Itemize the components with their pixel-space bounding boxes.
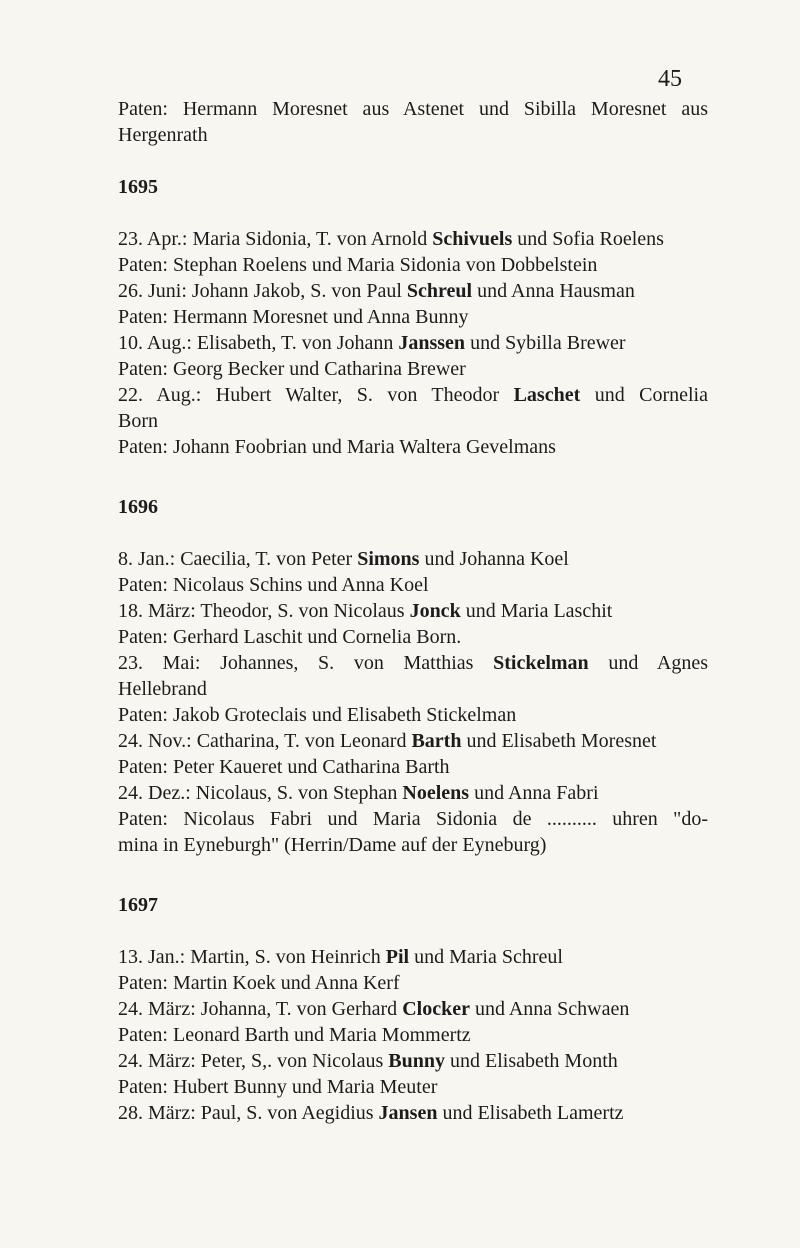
spacer <box>118 148 708 174</box>
line-text: und Agnes <box>588 652 708 674</box>
line-text: Paten: Nicolaus Schins und Anna Koel <box>118 574 429 596</box>
surname: Stickelman <box>493 652 589 674</box>
line-text: Born <box>118 410 158 432</box>
line-text: 24. Nov.: Catharina, T. von Leonard <box>118 730 412 752</box>
entry-line <box>118 702 708 728</box>
entry-line <box>118 754 708 780</box>
entry-line <box>118 650 708 676</box>
entry-line <box>118 382 708 408</box>
document-body <box>118 96 708 1126</box>
surname: Jonck <box>409 600 461 622</box>
entry-line <box>118 780 708 806</box>
entry-line <box>118 226 708 252</box>
page-number: 45 <box>658 66 682 92</box>
entry-line <box>118 1074 708 1100</box>
line-text: Paten: Hermann Moresnet aus Astenet und Sibilla Moresnet aus <box>118 98 708 120</box>
entry-line <box>118 806 708 832</box>
entry-line <box>118 598 708 624</box>
line-text: und Sybilla Brewer <box>465 332 626 354</box>
year-heading: 1697 <box>118 894 158 916</box>
surname: Clocker <box>402 998 470 1020</box>
surname: Simons <box>357 548 420 570</box>
line-text: und Anna Fabri <box>469 782 599 804</box>
entry-line <box>118 944 708 970</box>
entry-line <box>118 728 708 754</box>
entry-line <box>118 408 708 434</box>
spacer <box>118 918 708 944</box>
line-text: und Elisabeth Lamertz <box>437 1102 624 1124</box>
entry-line <box>118 304 708 330</box>
spacer <box>118 858 708 892</box>
line-text: und Maria Laschit <box>460 600 613 622</box>
entry-line <box>118 356 708 382</box>
surname: Laschet <box>513 384 581 406</box>
line-text: Paten: Leonard Barth und Maria Mommertz <box>118 1024 471 1046</box>
line-text: Paten: Hubert Bunny und Maria Meuter <box>118 1076 438 1098</box>
line-text: Paten: Martin Koek und Anna Kerf <box>118 972 400 994</box>
year-heading: 1695 <box>118 176 158 198</box>
spacer <box>118 200 708 226</box>
entry-line <box>118 330 708 356</box>
line-text: 13. Jan.: Martin, S. von Heinrich <box>118 946 386 968</box>
spacer <box>118 460 708 494</box>
surname: Janssen <box>398 332 466 354</box>
entry-line <box>118 676 708 702</box>
line-text: 8. Jan.: Caecilia, T. von Peter <box>118 548 358 570</box>
line-text: und Anna Schwaen <box>469 998 630 1020</box>
line-text: 18. März: Theodor, S. von Nicolaus <box>118 600 410 622</box>
line-text: Paten: Nicolaus Fabri und Maria Sidonia de .......... uhren "do- <box>118 808 708 830</box>
entry-line <box>118 832 708 858</box>
line-text: 10. Aug.: Elisabeth, T. von Johann <box>118 332 399 354</box>
entry-line <box>118 278 708 304</box>
line-text: Paten: Johann Foobrian und Maria Waltera Gevelmans <box>118 436 556 458</box>
entry-line <box>118 996 708 1022</box>
line-text: und Cornelia <box>580 384 708 406</box>
surname: Jansen <box>378 1102 438 1124</box>
line-text: Paten: Hermann Moresnet und Anna Bunny <box>118 306 469 328</box>
entry-line <box>118 546 708 572</box>
line-text: und Elisabeth Moresnet <box>461 730 657 752</box>
line-text: Paten: Georg Becker und Catharina Brewer <box>118 358 466 380</box>
line-text: 23. Apr.: Maria Sidonia, T. von Arnold <box>118 228 433 250</box>
entry-line <box>118 624 708 650</box>
line-text: mina in Eyneburgh" (Herrin/Dame auf der Eyneburg) <box>118 834 547 856</box>
entry-line <box>118 572 708 598</box>
line-text: 24. März: Johanna, T. von Gerhard <box>118 998 403 1020</box>
entry-line <box>118 1100 708 1126</box>
entry-line <box>118 96 708 122</box>
surname: Bunny <box>388 1050 445 1072</box>
entry-line <box>118 970 708 996</box>
line-text: 24. Dez.: Nicolaus, S. von Stephan <box>118 782 403 804</box>
line-text: Hergenrath <box>118 124 208 146</box>
line-text: und Johanna Koel <box>419 548 569 570</box>
line-text: Paten: Peter Kaueret und Catharina Barth <box>118 756 450 778</box>
surname: Schivuels <box>432 228 513 250</box>
entry-line <box>118 252 708 278</box>
line-text: 22. Aug.: Hubert Walter, S. von Theodor <box>118 384 514 406</box>
line-text: und Maria Schreul <box>409 946 563 968</box>
line-text: 26. Juni: Johann Jakob, S. von Paul <box>118 280 407 302</box>
entry-line <box>118 1022 708 1048</box>
year-heading: 1696 <box>118 496 158 518</box>
line-text: 28. März: Paul, S. von Aegidius <box>118 1102 379 1124</box>
line-text: und Sofia Roelens <box>512 228 664 250</box>
line-text: Paten: Jakob Groteclais und Elisabeth Stickelman <box>118 704 517 726</box>
spacer <box>118 520 708 546</box>
line-text: und Elisabeth Month <box>444 1050 618 1072</box>
line-text: Hellebrand <box>118 678 207 700</box>
line-text: und Anna Hausman <box>472 280 635 302</box>
surname: Noelens <box>402 782 470 804</box>
surname: Schreul <box>406 280 473 302</box>
line-text: Paten: Stephan Roelens und Maria Sidonia von Dobbelstein <box>118 254 598 276</box>
line-text: 23. Mai: Johannes, S. von Matthias <box>118 652 494 674</box>
surname: Barth <box>411 730 462 752</box>
line-text: Paten: Gerhard Laschit und Cornelia Born. <box>118 626 462 648</box>
line-text: 24. März: Peter, S,. von Nicolaus <box>118 1050 389 1072</box>
surname: Pil <box>385 946 410 968</box>
entry-line <box>118 1048 708 1074</box>
entry-line <box>118 434 708 460</box>
entry-line <box>118 122 708 148</box>
